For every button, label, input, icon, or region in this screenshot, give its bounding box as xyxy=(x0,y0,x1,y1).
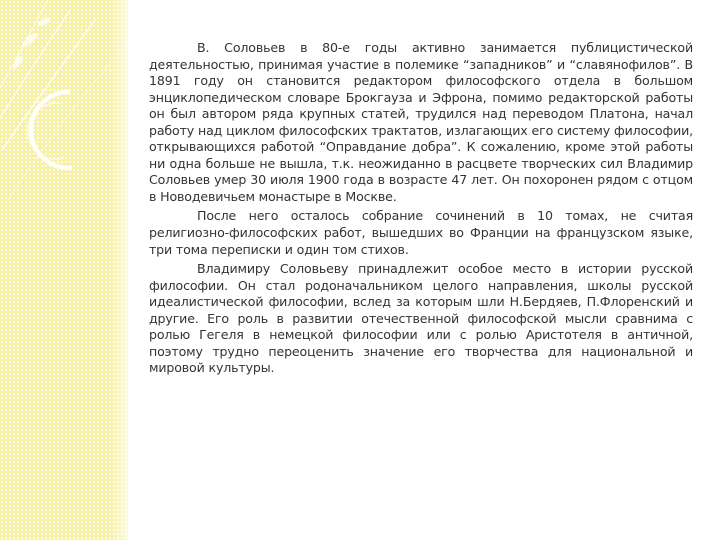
slide-body-text xyxy=(149,40,693,380)
paragraph-3: Владимиру Соловьеву принадлежит особое место в истории русской философии. Он стал родоначальником целого направления, школы русской идеалистической философии, вслед за которым шли Н.Бердяев, П.Флоренский и другие. Его роль в развитии отечественной философской мысли сравнима с ролью Гегеля в немецкой философии или с ролью Аристотеля в античной, поэтому трудно переоценить значение его творчества для национальной и мировой культуры. xyxy=(149,261,693,376)
decorative-swirl-graphic xyxy=(0,0,140,220)
deco-arc-4 xyxy=(8,40,130,200)
paragraph-2: После него осталось собрание сочинений в 10 томах, не считая религиозно-философских работ, вышедших во Франции на французском языке, три тома переписки и один том стихов. xyxy=(149,208,693,257)
deco-leaf-2 xyxy=(11,54,25,71)
paragraph-1: В. Соловьев в 80-е годы активно занимается публицистической деятельностью, принимая участие в полемике “западников” и “славянофилов”. В 1891 году он становится редактором философского отдела в большом энциклопедическом словаре Брокгауза и Эфрона, помимо редакторской работы он был автором ряда крупных статей, трудился над переводом Платона, начал работу над циклом философских трактатов, излагающих его систему философии, открывающихся работой “Оправдание добра”. К сожалению, кроме этой работы ни одна больше не вышла, т.к. неожиданно в расцвете творческих сил Владимир Соловьев умер 30 июля 1900 года в возрасте 47 лет. Он похоронен рядом с отцом в Новодевичьем монастыре в Москве. xyxy=(149,40,693,204)
deco-arc-1 xyxy=(2,20,95,150)
deco-leaf-1 xyxy=(21,32,39,49)
